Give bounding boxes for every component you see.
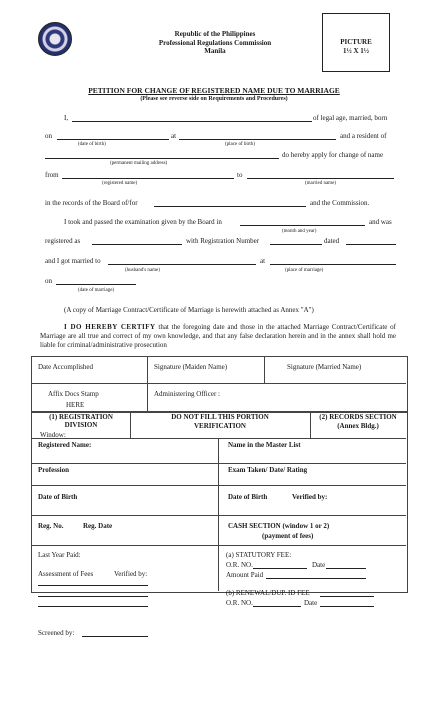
reg-number-line[interactable]	[270, 244, 322, 245]
payment-of-fees-label: (payment of fees)	[262, 532, 314, 540]
stamp-here-label: HERE	[66, 401, 85, 409]
header-line-3: Manila	[204, 47, 226, 55]
registered-name-line[interactable]	[62, 178, 234, 179]
on-label-2: on	[45, 277, 52, 285]
husband-name-line[interactable]	[108, 264, 256, 265]
date-accomplished-label: Date Accomplished	[38, 363, 94, 371]
picture-size: 1½ X 1½	[342, 47, 370, 55]
mailing-address-caption: (permanent mailing address)	[110, 161, 168, 166]
renewal-fee-line[interactable]	[320, 596, 374, 597]
assessment-line-1[interactable]	[38, 585, 148, 586]
place-of-birth-line[interactable]	[179, 139, 336, 140]
exam-taken-field[interactable]: Exam Taken/ Date/ Rating	[228, 466, 308, 474]
and-was-text: and was	[369, 218, 392, 226]
date-of-birth-line[interactable]	[57, 139, 169, 140]
on-label: on	[45, 132, 52, 140]
reg-number-text: with Registration Number	[186, 237, 260, 245]
or-no-line-2[interactable]	[253, 606, 301, 607]
reg-date-field[interactable]: Reg. Date	[83, 522, 113, 530]
do-not-fill-label: DO NOT FILL THIS PORTION	[171, 413, 269, 421]
renewal-fee-label: (b) RENEWAL/DUP. ID FEE	[226, 589, 310, 597]
or-date-line[interactable]	[326, 568, 366, 569]
date-of-birth-field-2[interactable]: Date of Birth	[228, 493, 268, 501]
verified-by-label-2: Verified by:	[114, 570, 148, 578]
dated-label: dated	[324, 237, 340, 245]
header-line-2: Professional Regulations Commission	[158, 38, 272, 47]
amount-paid-line[interactable]	[266, 578, 366, 579]
or-date-label-2: Date	[304, 599, 318, 607]
mailing-address-line[interactable]	[45, 158, 279, 159]
registered-name-field[interactable]: Registered Name:	[38, 441, 92, 449]
records-section-label: (2) RECORDS SECTION	[319, 413, 397, 421]
resident-of-text: and a resident of	[340, 132, 387, 140]
affix-stamp-label: Affix Docs Stamp	[48, 390, 99, 398]
annex-note: (A copy of Marriage Contract/Certificate of Marriage is herewith attached as Annex "A")	[64, 306, 314, 314]
window-label: Window:	[40, 431, 66, 439]
from-label: from	[45, 171, 59, 179]
place-of-marriage-caption: (place of marriage)	[285, 268, 324, 273]
to-label: to	[237, 171, 243, 179]
screened-by-line[interactable]	[82, 636, 148, 637]
month-year-caption: (month and year)	[282, 229, 317, 234]
took-exam-text: I took and passed the examination given by the Board in	[64, 218, 222, 226]
picture-box	[322, 13, 390, 72]
at-label-2: at	[260, 257, 266, 265]
or-no-label: O.R. NO.	[226, 561, 253, 569]
last-year-paid-label[interactable]: Last Year Paid:	[38, 551, 81, 559]
annex-bldg-label: (Annex Bldg.)	[337, 422, 379, 430]
header-line-1: Republic of the Philippines	[174, 30, 256, 38]
or-no-label-2: O.R. NO.	[226, 599, 253, 607]
or-date-line-2[interactable]	[320, 606, 374, 607]
registered-name-caption: (registered name)	[102, 181, 138, 186]
registration-division-label: (1) REGISTRATION DIVISION	[49, 413, 113, 429]
date-of-birth-field[interactable]: Date of Birth	[38, 493, 78, 501]
date-of-marriage-caption: (date of marriage)	[78, 288, 115, 293]
form-title: PETITION FOR CHANGE OF REGISTERED NAME DUE TO MARRIAGE	[88, 86, 340, 95]
at-label: at	[171, 132, 177, 140]
name-master-list-field[interactable]: Name in the Master List	[228, 441, 301, 449]
place-of-birth-caption: (place of birth)	[225, 142, 255, 147]
got-married-text: and I got married to	[45, 257, 101, 265]
or-no-line[interactable]	[253, 568, 307, 569]
legal-age-text: of legal age, married, born	[313, 114, 388, 122]
board-name-line[interactable]	[154, 206, 306, 207]
certification-paragraph	[40, 323, 396, 350]
date-of-marriage-line[interactable]	[56, 284, 136, 285]
cash-section-label: CASH SECTION (window 1 or 2)	[228, 522, 330, 530]
registered-as-text: registered as	[45, 237, 81, 245]
assessment-line-2[interactable]	[38, 596, 148, 597]
statutory-fee-label: (a) STATUTORY FEE:	[226, 551, 292, 559]
amount-paid-label: Amount Paid	[226, 571, 264, 579]
signature-married-label: Signature (Married Name)	[287, 363, 362, 371]
verified-by-field[interactable]: Verified by:	[292, 493, 328, 501]
reg-dated-line[interactable]	[346, 244, 396, 245]
certify-body-text: that the foregoing date and those in the attached Marriage Contract/Certificate of Marriage are all true and correct of my own knowledge, and that any false declaration herein and in the annex shall hold me liable for criminal/administrative prosecution	[40, 323, 397, 349]
screened-by-label: Screened by:	[38, 629, 75, 637]
picture-label: PICTURE	[340, 38, 372, 46]
verification-label: VERIFICATION	[194, 422, 246, 430]
assessment-line-3[interactable]	[38, 606, 148, 607]
profession-field[interactable]: Profession	[38, 466, 69, 474]
hereby-apply-text: do hereby apply for change of name	[282, 151, 384, 159]
husband-name-caption: (husband's name)	[125, 268, 160, 273]
prc-seal-logo	[38, 22, 72, 56]
exam-month-year-line[interactable]	[240, 225, 365, 226]
assessment-of-fees-label: Assessment of Fees	[38, 570, 94, 578]
reg-no-field[interactable]: Reg. No.	[38, 522, 64, 530]
signature-maiden-label: Signature (Maiden Name)	[154, 363, 228, 371]
certify-bold-text: I DO HEREBY CERTIFY	[64, 323, 156, 331]
records-of-board-text: in the records of the Board of/for	[45, 199, 138, 207]
and-commission-text: and the Commission.	[310, 199, 370, 207]
admin-officer-label: Administering Officer :	[154, 390, 220, 398]
married-name-caption: (married name)	[305, 181, 336, 186]
or-date-label: Date	[312, 561, 326, 569]
registered-as-line[interactable]	[92, 244, 182, 245]
married-name-line[interactable]	[247, 178, 394, 179]
agency-header	[120, 30, 310, 56]
date-of-birth-caption: (date of birth)	[78, 142, 106, 147]
form-subtitle: (Please see reverse side on Requirements and Procedures)	[140, 96, 288, 102]
i-label: I,	[64, 114, 69, 122]
full-name-line[interactable]	[72, 121, 312, 122]
place-of-marriage-line[interactable]	[270, 264, 396, 265]
